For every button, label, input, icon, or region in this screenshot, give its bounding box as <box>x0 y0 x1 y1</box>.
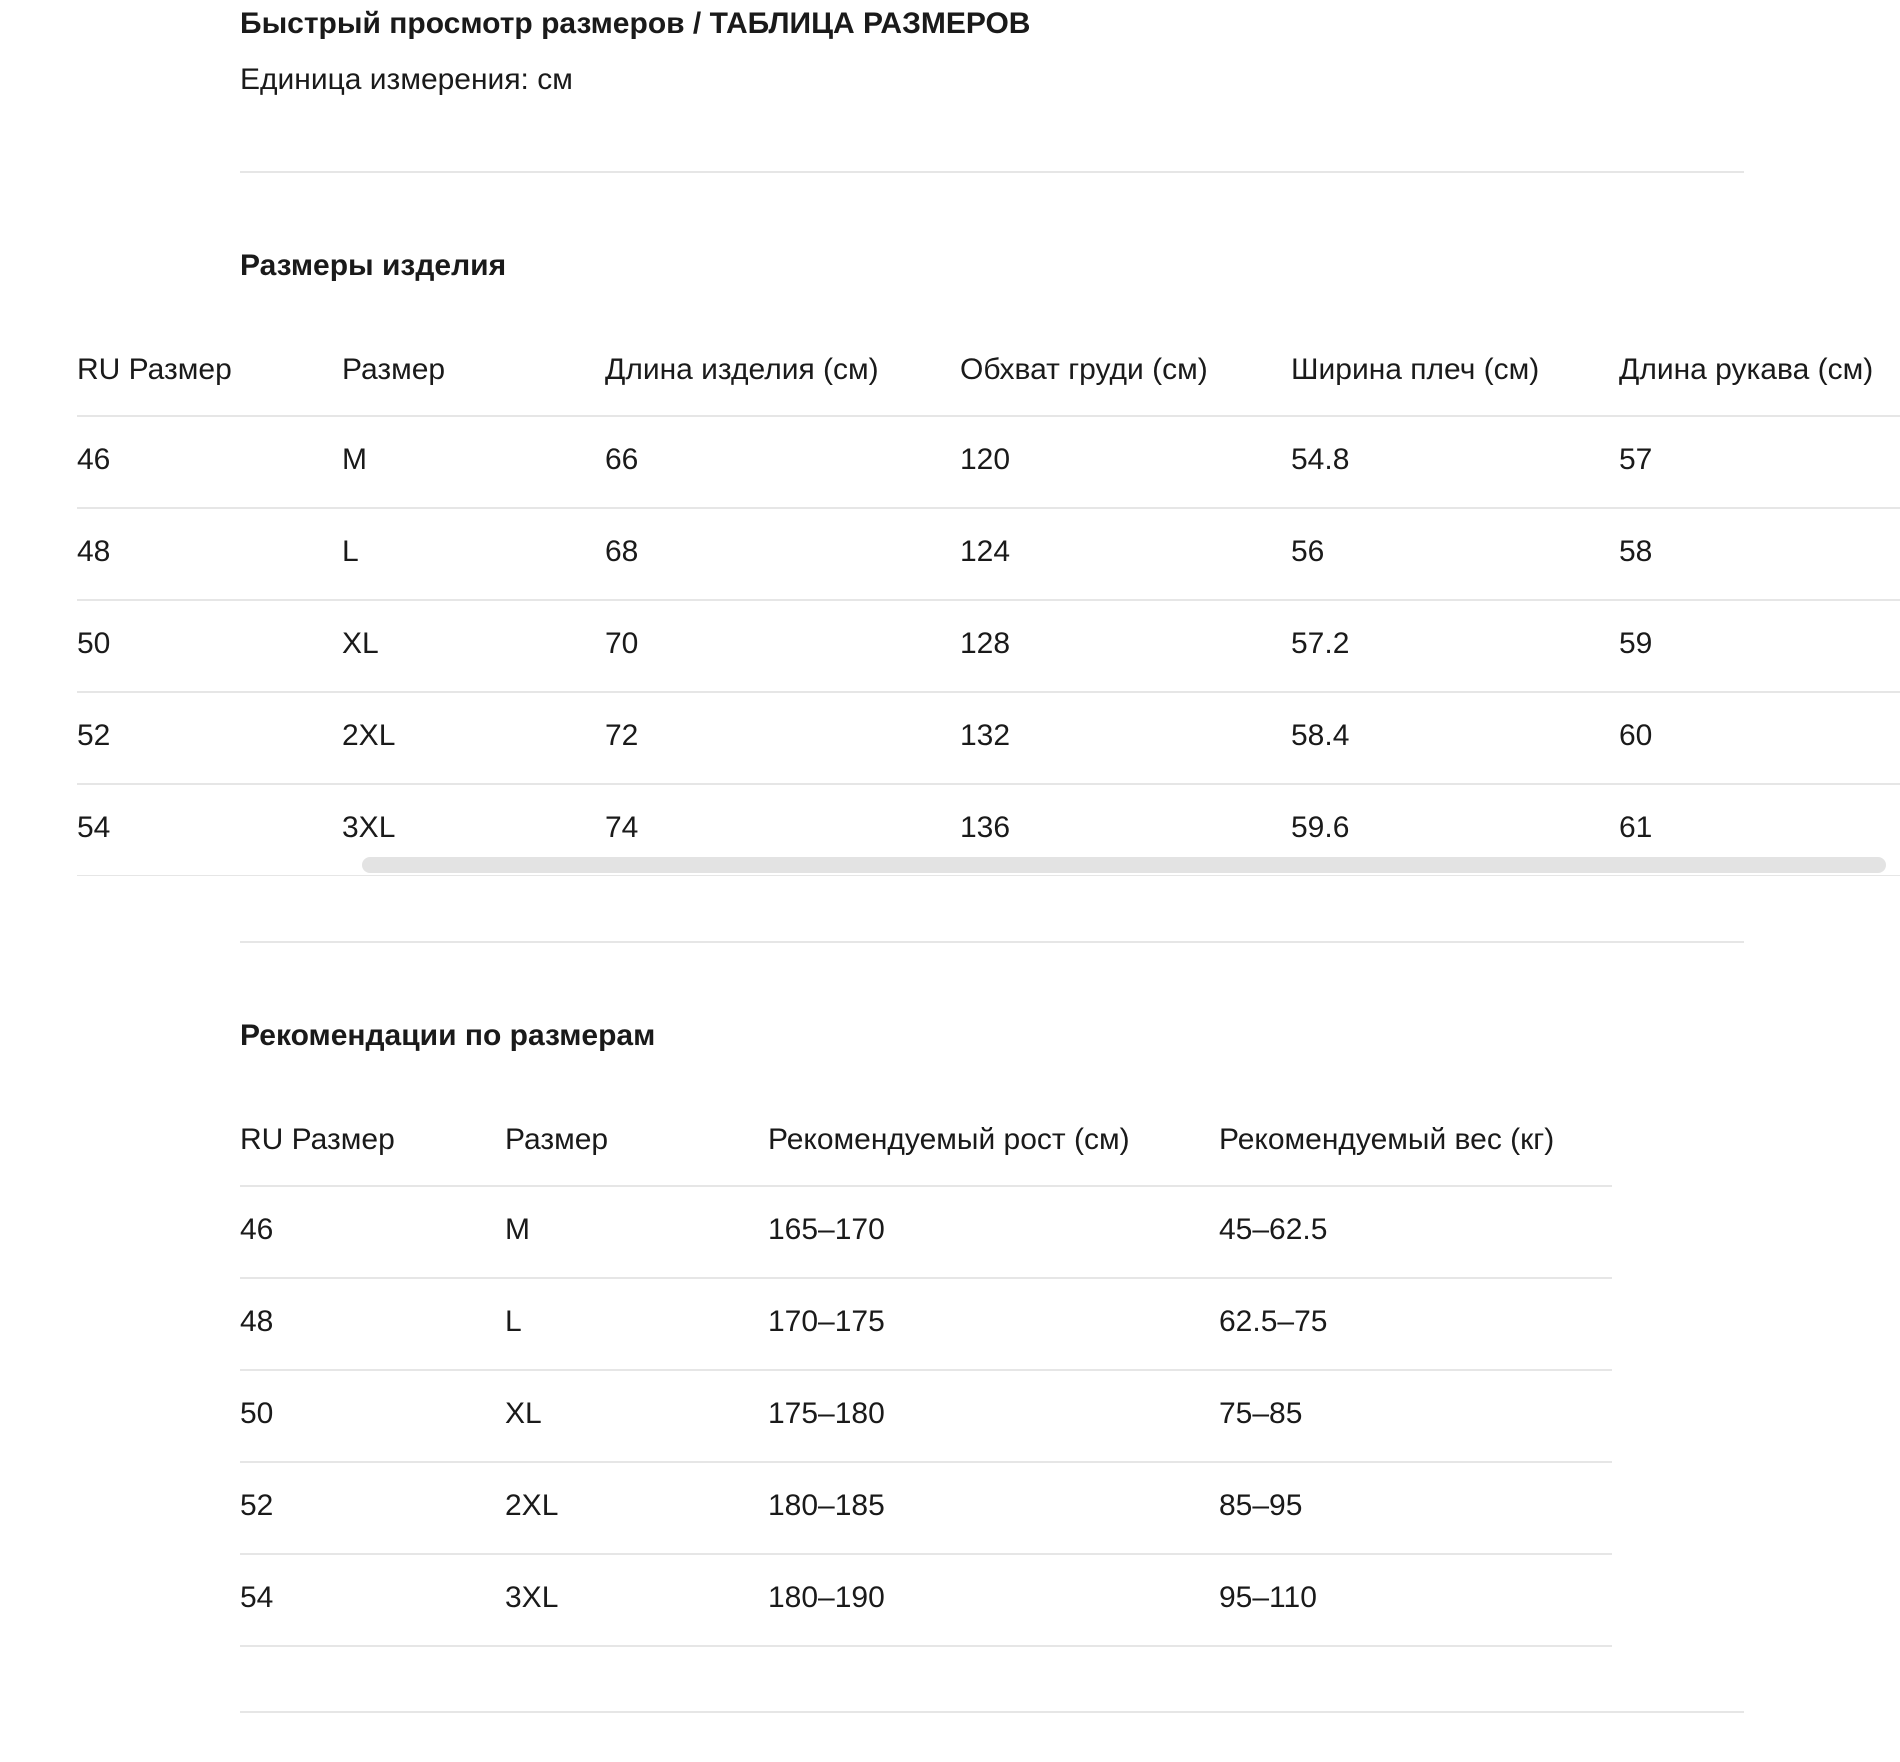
row-divider <box>77 599 1900 601</box>
column-header: Рекомендуемый рост (см) <box>768 1123 1130 1156</box>
table-cell: 180–185 <box>768 1489 885 1522</box>
table-cell: 54 <box>240 1581 274 1614</box>
table-cell: 57.2 <box>1291 627 1350 660</box>
table-cell: 46 <box>77 443 111 476</box>
row-divider <box>240 1461 1612 1463</box>
column-header: Обхват груди (см) <box>960 353 1208 386</box>
divider <box>240 171 1744 173</box>
table-cell: 58.4 <box>1291 719 1350 752</box>
dimensions-table-scroll-area[interactable] <box>77 340 1900 876</box>
table-cell: 128 <box>960 627 1011 660</box>
table-cell: XL <box>342 627 379 660</box>
table-cell: 85–95 <box>1219 1489 1303 1522</box>
table-cell: 58 <box>1619 535 1653 568</box>
column-header: Длина рукава (см) <box>1619 353 1874 386</box>
table-cell: 62.5–75 <box>1219 1305 1328 1338</box>
table-cell: 120 <box>960 443 1011 476</box>
table-cell: 66 <box>605 443 639 476</box>
row-divider <box>77 507 1900 509</box>
table-cell: 54 <box>77 811 111 844</box>
table-cell: 52 <box>77 719 111 752</box>
table-cell: 3XL <box>342 811 396 844</box>
table-cell: 61 <box>1619 811 1653 844</box>
row-divider <box>240 1645 1612 1647</box>
table-cell: 180–190 <box>768 1581 885 1614</box>
dimensions-section-title: Размеры изделия <box>240 249 507 282</box>
column-header: Размер <box>505 1123 609 1156</box>
table-cell: M <box>342 443 367 476</box>
recommendations-table-area <box>240 1110 1612 1650</box>
table-cell: 70 <box>605 627 639 660</box>
row-divider <box>77 783 1900 785</box>
table-cell: 2XL <box>505 1489 559 1522</box>
horizontal-scrollbar[interactable] <box>362 857 1886 873</box>
table-cell: 48 <box>77 535 111 568</box>
table-cell: 46 <box>240 1213 274 1246</box>
table-cell: 2XL <box>342 719 396 752</box>
table-cell: 74 <box>605 811 639 844</box>
table-cell: 52 <box>240 1489 274 1522</box>
table-cell: 170–175 <box>768 1305 885 1338</box>
table-cell: L <box>505 1305 522 1338</box>
table-cell: L <box>342 535 359 568</box>
row-divider <box>77 875 1900 876</box>
table-cell: 50 <box>240 1397 274 1430</box>
column-header: RU Размер <box>77 353 232 386</box>
table-cell: 165–170 <box>768 1213 885 1246</box>
table-cell: 48 <box>240 1305 274 1338</box>
column-header: Размер <box>342 353 446 386</box>
table-cell: 75–85 <box>1219 1397 1303 1430</box>
row-divider <box>240 1277 1612 1279</box>
table-cell: 132 <box>960 719 1011 752</box>
table-cell: 124 <box>960 535 1011 568</box>
row-divider <box>77 691 1900 693</box>
table-cell: 59.6 <box>1291 811 1350 844</box>
table-cell: 136 <box>960 811 1011 844</box>
table-cell: M <box>505 1213 530 1246</box>
column-header: RU Размер <box>240 1123 395 1156</box>
page-title: Быстрый просмотр размеров / ТАБЛИЦА РАЗМЕРОВ <box>240 7 1031 40</box>
table-cell: 60 <box>1619 719 1653 752</box>
recommendations-section-title: Рекомендации по размерам <box>240 1019 656 1052</box>
divider <box>240 941 1744 943</box>
divider <box>240 1711 1744 1713</box>
table-cell: XL <box>505 1397 542 1430</box>
column-header: Длина изделия (см) <box>605 353 879 386</box>
table-cell: 175–180 <box>768 1397 885 1430</box>
row-divider <box>77 415 1900 417</box>
table-cell: 3XL <box>505 1581 559 1614</box>
table-cell: 45–62.5 <box>1219 1213 1328 1246</box>
table-cell: 50 <box>77 627 111 660</box>
row-divider <box>240 1185 1612 1187</box>
table-cell: 57 <box>1619 443 1653 476</box>
table-cell: 95–110 <box>1219 1581 1317 1614</box>
table-cell: 59 <box>1619 627 1653 660</box>
table-cell: 54.8 <box>1291 443 1350 476</box>
unit-label: Единица измерения: см <box>240 63 573 96</box>
column-header: Рекомендуемый вес (кг) <box>1219 1123 1555 1156</box>
table-cell: 68 <box>605 535 639 568</box>
table-cell: 72 <box>605 719 639 752</box>
row-divider <box>240 1369 1612 1371</box>
table-cell: 56 <box>1291 535 1325 568</box>
column-header: Ширина плеч (см) <box>1291 353 1540 386</box>
row-divider <box>240 1553 1612 1555</box>
